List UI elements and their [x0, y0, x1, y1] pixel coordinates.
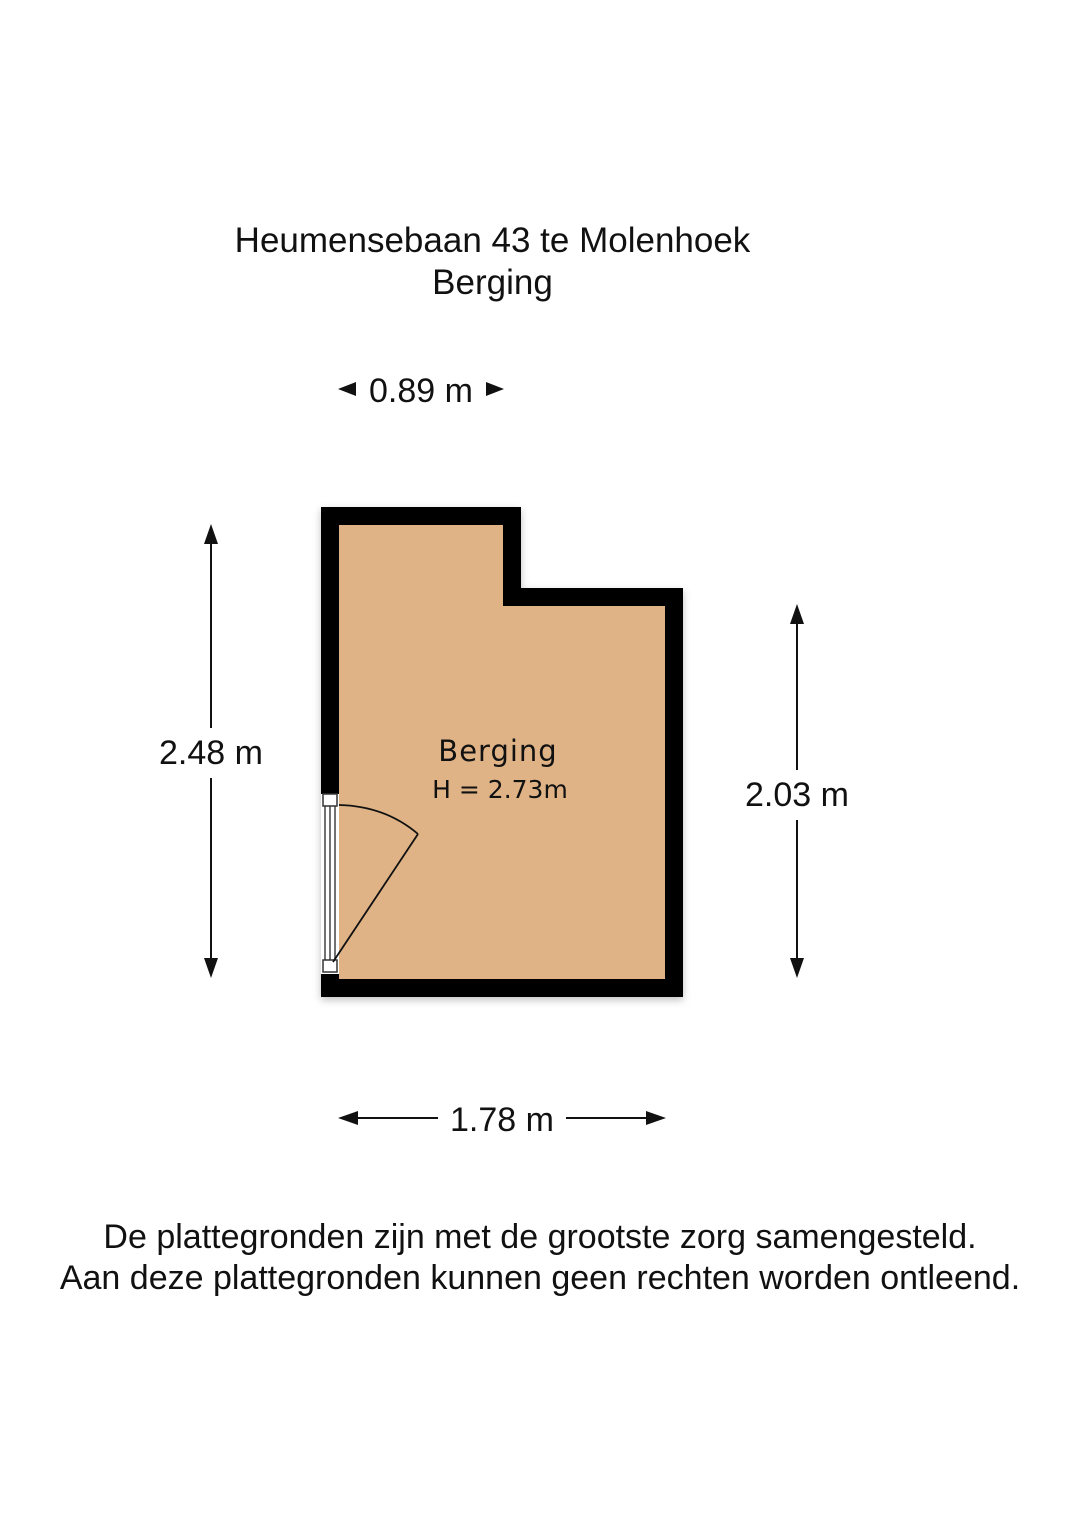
- arrow-left-icon: [338, 1111, 358, 1125]
- dimension-right: [745, 604, 849, 978]
- arrow-left-icon: [338, 382, 356, 396]
- dimension-top: [338, 372, 504, 410]
- dimension-bottom: [338, 1101, 666, 1139]
- arrow-up-icon: [204, 524, 218, 544]
- dimension-bottom-label: 1.78 m: [450, 1101, 554, 1139]
- arrow-up-icon: [790, 604, 804, 624]
- disclaimer-line-1: De plattegronden zijn met de grootste zorg samengesteld.: [103, 1218, 977, 1256]
- arrow-down-icon: [790, 958, 804, 978]
- dimension-top-label: 0.89 m: [369, 372, 473, 410]
- address-title: Heumensebaan 43 te Molenhoek: [234, 221, 751, 260]
- arrow-down-icon: [204, 958, 218, 978]
- floor-name-title: Berging: [432, 263, 553, 302]
- disclaimer-line-2: Aan deze plattegronden kunnen geen rechten worden ontleend.: [59, 1259, 1021, 1297]
- dimension-left: [159, 524, 263, 978]
- dimension-right-label: 2.03 m: [745, 776, 849, 814]
- room-name-label: Berging: [438, 734, 558, 768]
- dimension-left-label: 2.48 m: [159, 734, 263, 772]
- arrow-right-icon: [486, 382, 504, 396]
- arrow-right-icon: [646, 1111, 666, 1125]
- room-height-label: H = 2.73m: [432, 775, 568, 804]
- door-opening: [321, 794, 339, 974]
